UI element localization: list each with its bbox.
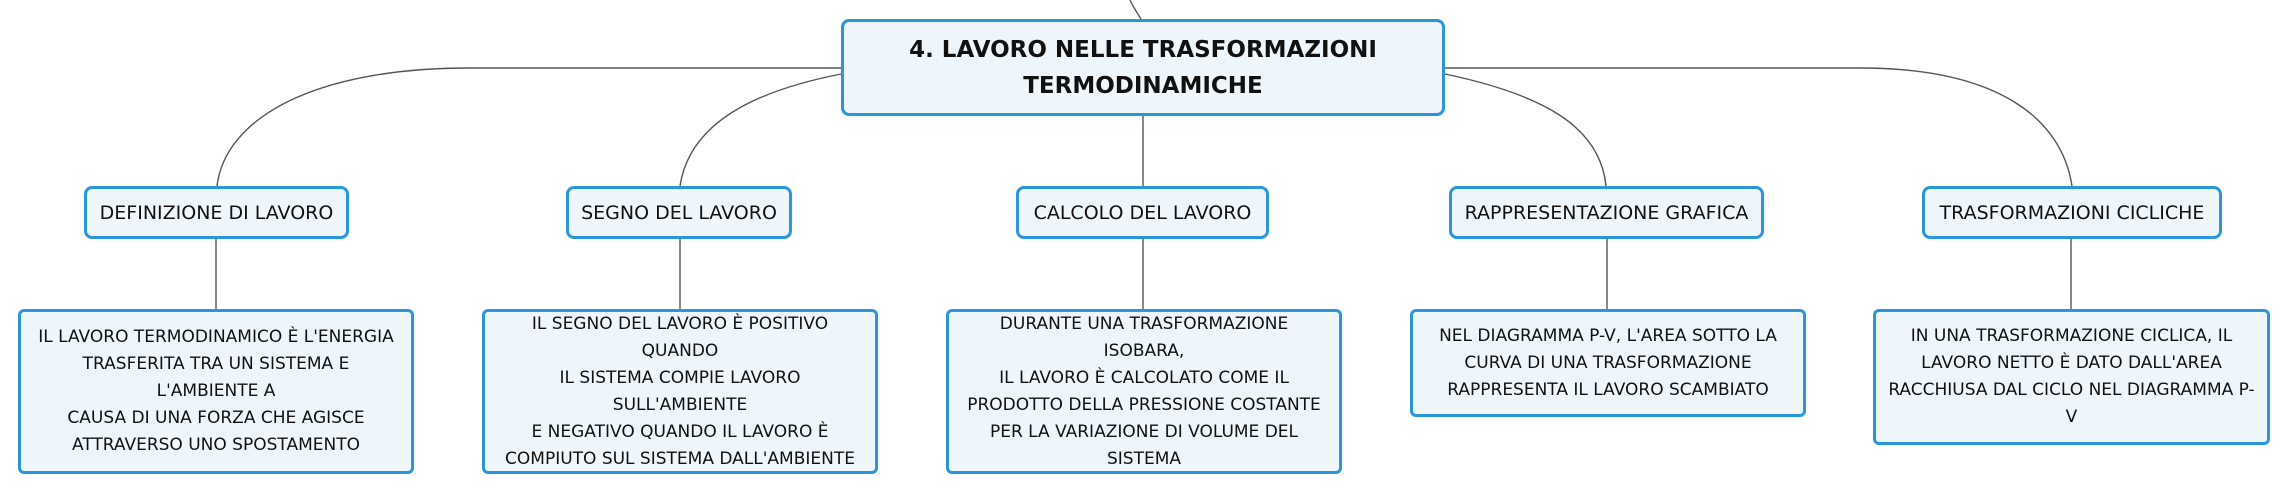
detail-line: E NEGATIVO QUANDO IL LAVORO È	[531, 421, 829, 442]
detail-line: IL LAVORO È CALCOLATO COME IL	[999, 367, 1289, 388]
detail-trasformazioni-cicliche[interactable]	[1873, 309, 2270, 445]
detail-line: TRASFERITA TRA UN SISTEMA E L'AMBIENTE A	[82, 354, 350, 401]
detail-segno-del-lavoro[interactable]	[482, 309, 878, 474]
root-title-line-1: 4. LAVORO NELLE TRASFORMAZIONI	[909, 36, 1377, 63]
detail-line: DURANTE UNA TRASFORMAZIONE ISOBARA,	[999, 313, 1289, 361]
detail-line: IN UNA TRASFORMAZIONE CICLICA, IL	[1910, 326, 2233, 346]
detail-text	[959, 311, 1329, 473]
detail-line: RAPPRESENTA IL LAVORO SCAMBIATO	[1447, 379, 1769, 400]
detail-line: IL LAVORO TERMODINAMICO È L'ENERGIA	[38, 327, 394, 347]
topic-segno-del-lavoro[interactable]	[566, 186, 792, 239]
detail-text	[1886, 323, 2257, 431]
root-topic[interactable]	[841, 19, 1445, 116]
topic-label: RAPPRESENTAZIONE GRAFICA	[1464, 201, 1749, 224]
detail-line: IL SEGNO DEL LAVORO È POSITIVO QUANDO	[531, 313, 829, 361]
detail-line: CURVA DI UNA TRASFORMAZIONE	[1464, 352, 1752, 373]
root-title-line-2: TERMODINAMICHE	[1023, 72, 1263, 99]
connector-root-parent	[1130, 0, 1141, 19]
topic-rappresentazione-grafica[interactable]	[1449, 186, 1764, 239]
detail-line: PRODOTTO DELLA PRESSIONE COSTANTE	[967, 394, 1321, 415]
detail-calcolo-del-lavoro[interactable]	[946, 309, 1342, 474]
detail-line: NEL DIAGRAMMA P-V, L'AREA SOTTO LA	[1439, 325, 1777, 346]
detail-text	[1439, 323, 1777, 404]
detail-line: ATTRAVERSO UNO SPOSTAMENTO	[72, 435, 360, 455]
detail-text	[31, 324, 401, 459]
topic-label: TRASFORMAZIONI CICLICHE	[1939, 201, 2205, 224]
connector-root-topic-1	[217, 68, 841, 186]
topic-label: DEFINIZIONE DI LAVORO	[99, 201, 334, 224]
connector-root-topic-5	[1445, 68, 2072, 186]
detail-line: COMPIUTO SUL SISTEMA DALL'AMBIENTE	[505, 448, 855, 469]
detail-line: LAVORO NETTO È DATO DALL'AREA	[1921, 353, 2222, 373]
topic-trasformazioni-cicliche[interactable]	[1922, 186, 2222, 239]
topic-label: CALCOLO DEL LAVORO	[1033, 201, 1252, 224]
connector-root-topic-4	[1445, 74, 1606, 186]
topic-label: SEGNO DEL LAVORO	[581, 201, 777, 224]
detail-line: PER LA VARIAZIONE DI VOLUME DEL SISTEMA	[989, 421, 1299, 469]
topic-calcolo-del-lavoro[interactable]	[1016, 186, 1269, 239]
connector-root-topic-2	[680, 74, 841, 186]
detail-definizione-di-lavoro[interactable]	[18, 309, 414, 474]
detail-line: RACCHIUSA DAL CICLO NEL DIAGRAMMA P-V	[1888, 380, 2255, 427]
detail-line: IL SISTEMA COMPIE LAVORO SULL'AMBIENTE	[559, 367, 801, 415]
root-topic-text	[909, 32, 1377, 104]
detail-text	[495, 311, 865, 473]
detail-line: CAUSA DI UNA FORZA CHE AGISCE	[67, 408, 365, 428]
detail-rappresentazione-grafica[interactable]	[1410, 309, 1806, 417]
topic-definizione-di-lavoro[interactable]	[84, 186, 349, 239]
